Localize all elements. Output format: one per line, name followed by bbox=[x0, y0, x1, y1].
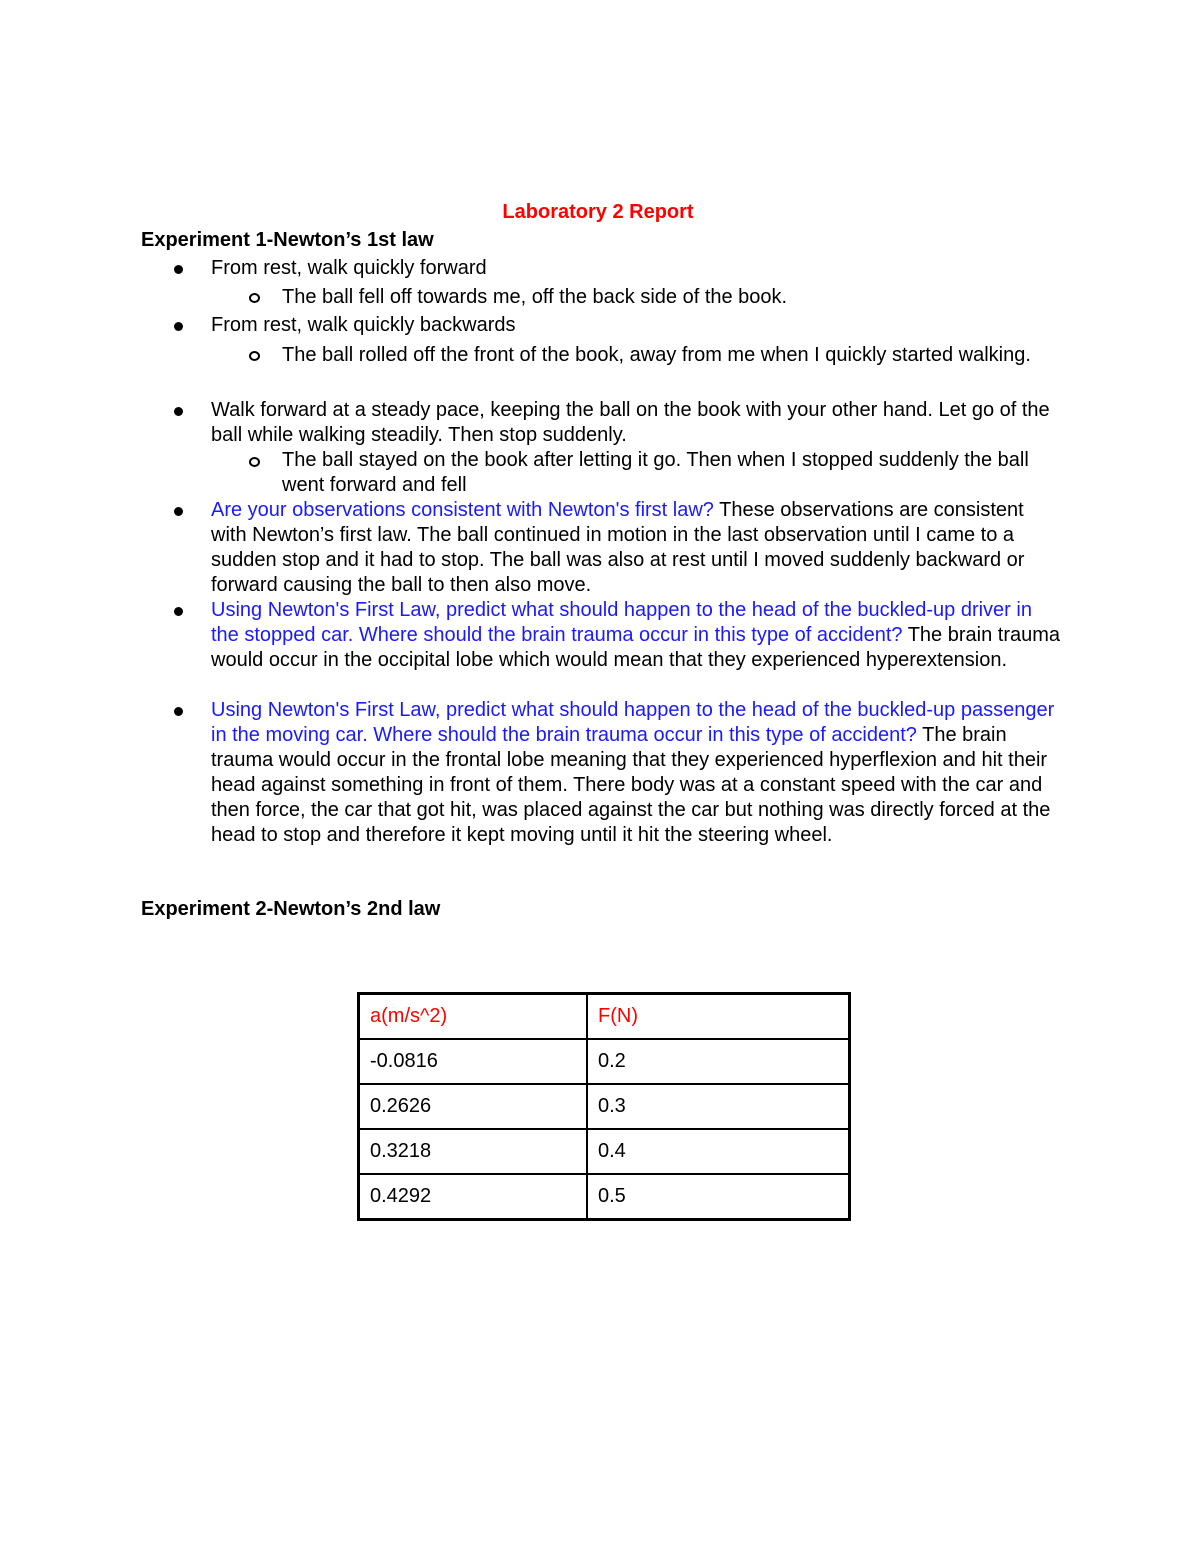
bullet-icon bbox=[174, 265, 183, 274]
list-item bbox=[211, 598, 1061, 673]
answer-text: These observations are consistent with Newton’s first law. The ball continued in motion in the last observation until I came to a sudden stop and it had to stop. The ball was also at rest until I moved suddenly backward or forward causing the ball to then also move. bbox=[211, 499, 1025, 596]
bullet-icon bbox=[174, 322, 183, 331]
table-row bbox=[359, 1174, 850, 1220]
report-title: Laboratory 2 Report bbox=[502, 201, 694, 223]
bullet-icon bbox=[174, 407, 183, 416]
table-cell: 0.4 bbox=[587, 1129, 850, 1174]
list-item bbox=[211, 313, 1061, 338]
acceleration-force-table bbox=[357, 992, 851, 1221]
answer-text: The brain trauma would occur in the frontal lobe meaning that they experienced hyperflexion and hit their head against something in front of them. There body was at a constant speed with the car and then force, the car that got hit, was placed against the car but nothing was directly forced at the head to stop and therefore it kept moving until it hit the steering wheel. bbox=[211, 724, 1051, 846]
circle-bullet-icon bbox=[249, 351, 260, 361]
sub-item-text: The ball rolled off the front of the book, away from me when I quickly started walking. bbox=[282, 344, 1031, 366]
table-header-cell: F(N) bbox=[587, 994, 850, 1040]
table-cell: 0.4292 bbox=[359, 1174, 588, 1220]
table-cell: -0.0816 bbox=[359, 1039, 588, 1084]
bullet-icon bbox=[174, 507, 183, 516]
question-text: Using Newton's First Law, predict what should happen to the head of the buckled-up driver in the stopped car. Where should the brain trauma occur in this type of accident? bbox=[211, 599, 1032, 646]
sub-item-text: The ball stayed on the book after letting it go. Then when I stopped suddenly the ball went forward and fell bbox=[282, 449, 1029, 496]
experiment-1-heading: Experiment 1-Newton’s 1st law bbox=[141, 229, 434, 251]
list-item bbox=[211, 256, 1061, 281]
table-cell: 0.3218 bbox=[359, 1129, 588, 1174]
sub-list-item bbox=[282, 448, 1062, 498]
table-row bbox=[359, 1084, 850, 1129]
list-item bbox=[211, 398, 1061, 448]
table-row bbox=[359, 1129, 850, 1174]
table-cell: 0.3 bbox=[587, 1084, 850, 1129]
table-header-row bbox=[359, 994, 850, 1040]
item-text: Walk forward at a steady pace, keeping the ball on the book with your other hand. Let go of the ball while walking steadily. Then stop suddenly. bbox=[211, 399, 1050, 446]
answer-text: The brain trauma would occur in the occipital lobe which would mean that they experienced hyperextension. bbox=[211, 624, 1061, 671]
question-text: Are your observations consistent with Newton's first law? bbox=[211, 499, 714, 521]
table-header-cell: a(m/s^2) bbox=[359, 994, 588, 1040]
item-text: From rest, walk quickly forward bbox=[211, 257, 487, 279]
list-item bbox=[211, 498, 1061, 598]
circle-bullet-icon bbox=[249, 457, 260, 467]
table-cell: 0.2626 bbox=[359, 1084, 588, 1129]
circle-bullet-icon bbox=[249, 293, 260, 303]
bullet-icon bbox=[174, 607, 183, 616]
table-cell: 0.2 bbox=[587, 1039, 850, 1084]
item-text: From rest, walk quickly backwards bbox=[211, 314, 516, 336]
question-text: Using Newton's First Law, predict what should happen to the head of the buckled-up passenger in the moving car. Where should the brain trauma occur in this type of accident? bbox=[211, 699, 1055, 746]
table-row bbox=[359, 1039, 850, 1084]
sub-item-text: The ball fell off towards me, off the back side of the book. bbox=[282, 286, 788, 308]
sub-list-item bbox=[282, 283, 1062, 311]
experiment-2-heading: Experiment 2-Newton’s 2nd law bbox=[141, 898, 441, 920]
sub-list-item bbox=[282, 341, 1062, 369]
table-cell: 0.5 bbox=[587, 1174, 850, 1220]
bullet-icon bbox=[174, 707, 183, 716]
list-item bbox=[211, 698, 1061, 848]
